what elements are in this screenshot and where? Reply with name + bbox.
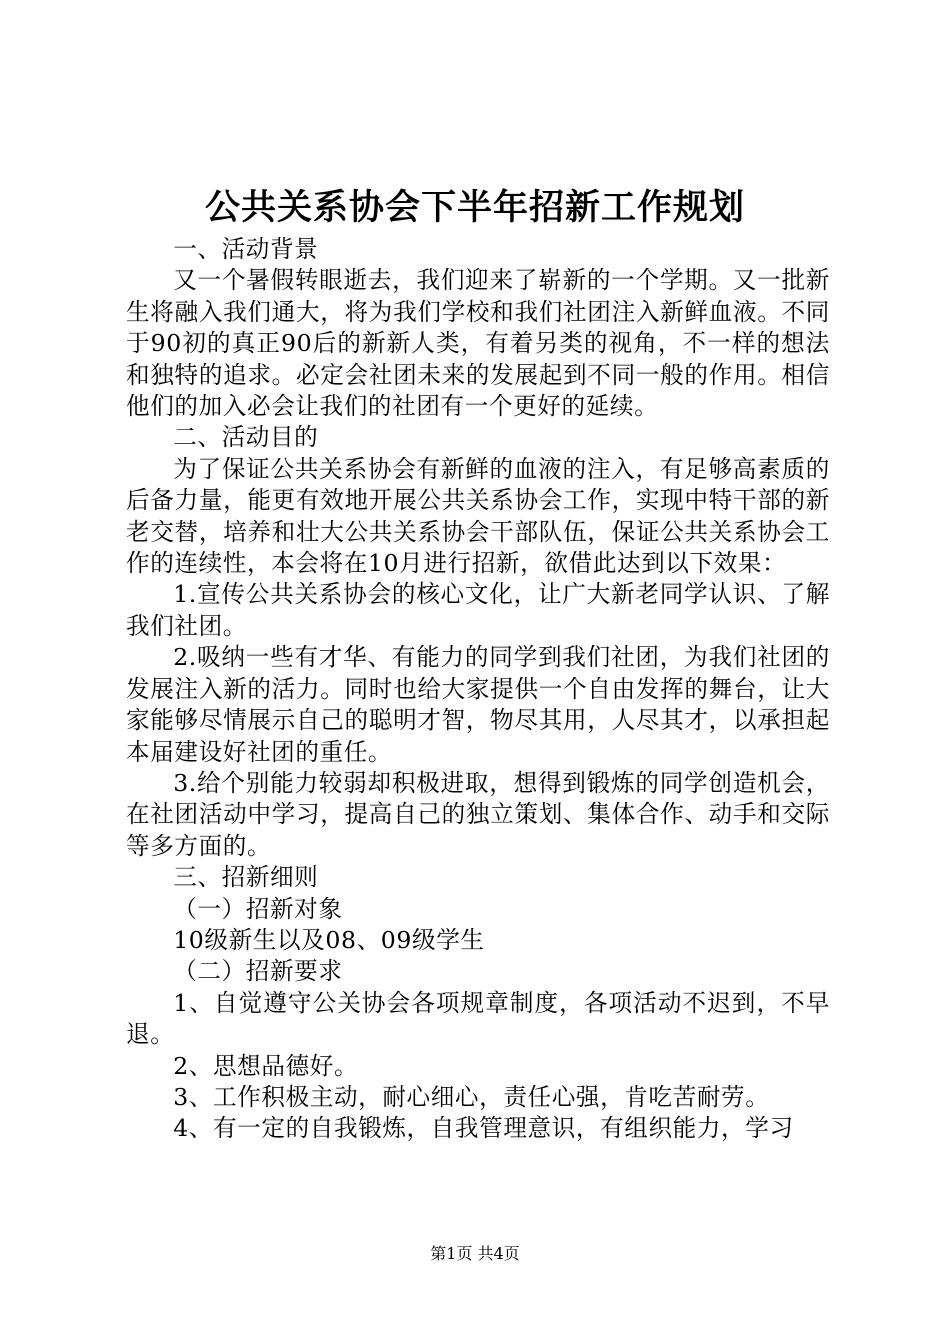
list-item-requirement-3: 3、工作积极主动，耐心细心，责任心强，肯吃苦耐劳。 xyxy=(173,1082,770,1111)
document-title: 公共关系协会下半年招新工作规划 xyxy=(204,187,745,228)
list-item-effect-1: 1.宣传公共关系协会的核心文化，让广大新老同学认识、了解我们社团。 xyxy=(126,580,830,640)
list-item-effect-3: 3.给个别能力较弱却积极进取，想得到锻炼的同学创造机会，在社团活动中学习，提高自己的独立策划、集体合作、动手和交际等多方面的。 xyxy=(126,768,830,860)
list-item-requirement-2: 2、思想品德好。 xyxy=(173,1051,359,1080)
paragraph-target: 10级新生以及08、09级学生 xyxy=(173,925,485,954)
page-footer: 第1页 共4页 xyxy=(430,1244,520,1263)
paragraph-purpose: 为了保证公共关系协会有新鲜的血液的注入，有足够高素质的后备力量，能更有效地开展公共关系协会工作，实现中特干部的新老交替，培养和壮大公共关系协会干部队伍，保证公共关系协会工作的连续性，本会将在10月进行招新，欲借此达到以下效果： xyxy=(126,454,830,578)
subheading-requirements: （二）招新要求 xyxy=(173,957,343,986)
section-heading-background: 一、活动背景 xyxy=(173,235,319,263)
document-body xyxy=(126,234,830,1145)
list-item-requirement-1: 1、自觉遵守公关协会各项规章制度，各项活动不迟到，不早退。 xyxy=(126,988,830,1049)
list-item-requirement-4: 4、有一定的自我锻炼，自我管理意识，有组织能力，学习 xyxy=(173,1114,794,1143)
section-heading-purpose: 二、活动目的 xyxy=(173,423,319,452)
list-item-effect-2: 2.吸纳一些有才华、有能力的同学到我们社团，为我们社团的发展注入新的活力。同时也给大家提供一个自由发挥的舞台，让大家能够尽情展示自己的聪明才智，物尽其用，人尽其才，以承担起本届建设好社团的重任。 xyxy=(126,643,830,766)
paragraph-background: 又一个暑假转眼逝去，我们迎来了崭新的一个学期。又一批新生将融入我们通大，将为我们学校和我们社团注入新鲜血液。不同于90初的真正90后的新新人类，有着另类的视角，不一样的想法和独特的追求。必定会社团未来的发展起到不同一般的作用。相信他们的加入必会让我们的社团有一个更好的延续。 xyxy=(126,266,830,421)
section-heading-rules: 三、招新细则 xyxy=(173,863,319,892)
subheading-target: （一）招新对象 xyxy=(173,894,343,923)
